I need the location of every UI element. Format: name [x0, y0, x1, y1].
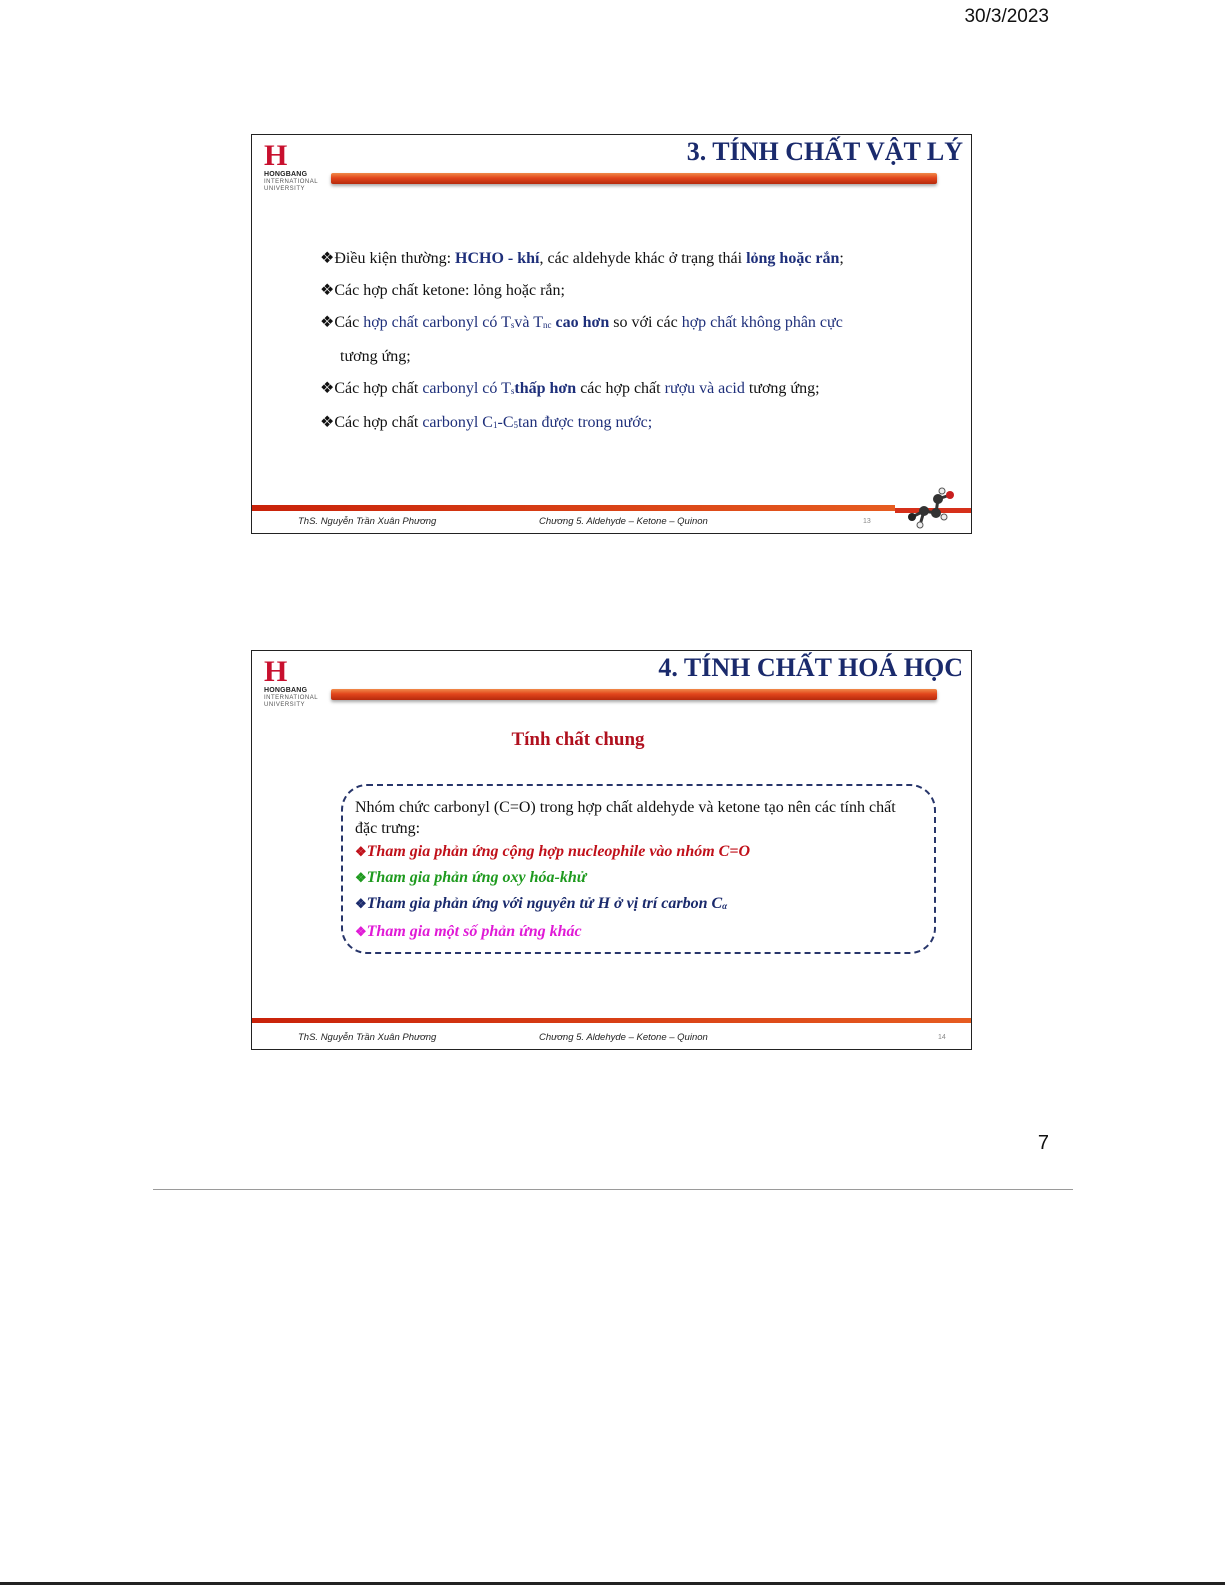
logo-line-2: INTERNATIONAL	[264, 179, 319, 185]
logo-line-1: HONGBANG	[264, 687, 308, 694]
logo-mark: H	[264, 655, 287, 688]
slide-title: 4. TÍNH CHẤT HOÁ HỌC	[658, 653, 963, 682]
property-item: ❖Tham gia phản ứng cộng hợp nucleophile vào nhóm C=O	[355, 843, 751, 860]
bullet-list	[320, 243, 940, 441]
diamond-bullet-icon: ❖	[355, 924, 367, 939]
logo-line-3: UNIVERSITY	[264, 186, 306, 192]
property-item: ❖Tham gia phản ứng oxy hóa-khử	[355, 869, 587, 886]
properties-list	[355, 839, 750, 945]
diamond-bullet-icon: ❖	[355, 896, 367, 911]
bullet-solubility: ❖Các hợp chất carbonyl $C_1-C_5\tan$ được trong nước;	[320, 414, 653, 431]
diamond-bullet-icon: ❖	[320, 250, 335, 267]
title-underline-bar	[331, 689, 937, 700]
logo-line-3: UNIVERSITY	[264, 702, 306, 708]
section-subtitle: Tính chất chung	[511, 729, 645, 750]
footer-bar	[252, 505, 895, 511]
logo-mark: H	[264, 139, 287, 172]
slide-number: 13	[863, 518, 871, 525]
footer-chapter: Chương 5. Aldehyde – Ketone – Quinon	[539, 516, 708, 527]
diamond-bullet-icon: ❖	[320, 380, 335, 397]
footer-author: ThS. Nguyễn Trần Xuân Phương	[298, 1032, 437, 1043]
slide-13	[251, 134, 972, 534]
bullet-boiling-points-cont: tương ứng;	[340, 348, 411, 365]
footer-bar	[252, 1018, 972, 1023]
property-item: ❖Tham gia một số phản ứng khác	[355, 923, 582, 940]
page-date: 30/3/2023	[964, 6, 1049, 27]
bullet-lower-bp: ❖Các hợp chất carbonyl có $T_sthấp$ hơn các hợp chất rượu và acid tương ứng;	[320, 380, 820, 397]
slide-number: 14	[938, 1034, 946, 1041]
slide-title: 3. TÍNH CHẤT VẬT LÝ	[686, 137, 963, 166]
footer-author: ThS. Nguyễn Trần Xuân Phương	[298, 516, 437, 527]
properties-intro: Nhóm chức carbonyl (C=O) trong hợp chất aldehyde và ketone tạo nên các tính chất đặc trưng:	[355, 799, 896, 837]
slide-14	[251, 650, 972, 1050]
bullet-boiling-points: ❖Các hợp chất carbonyl có $T_svà$ $T_{nc}$ cao hơn so với các hợp chất không phân cực	[320, 314, 843, 331]
page-divider	[153, 1189, 1073, 1190]
diamond-bullet-icon: ❖	[355, 844, 367, 859]
property-item: ❖Tham gia phản ứng với nguyên tử H ở vị trí carbon $C_\alpha$	[355, 895, 728, 912]
title-underline-bar	[331, 173, 937, 184]
diamond-bullet-icon: ❖	[320, 282, 335, 299]
logo-line-1: HONGBANG	[264, 171, 308, 178]
diamond-bullet-icon: ❖	[320, 314, 335, 331]
bullet-conditions: ❖Điều kiện thường: HCHO - khí, các aldehyde khác ở trạng thái lỏng hoặc rắn;	[320, 250, 844, 267]
molecule-icon	[902, 487, 960, 529]
bullet-ketone: ❖Các hợp chất ketone: lỏng hoặc rắn;	[320, 282, 565, 299]
diamond-bullet-icon: ❖	[355, 870, 367, 885]
diamond-bullet-icon: ❖	[320, 414, 335, 431]
logo-line-2: INTERNATIONAL	[264, 695, 319, 701]
hongbang-logo	[264, 139, 328, 202]
page-number: 7	[1037, 1132, 1049, 1154]
footer-chapter: Chương 5. Aldehyde – Ketone – Quinon	[539, 1032, 708, 1043]
hongbang-logo	[264, 655, 328, 718]
